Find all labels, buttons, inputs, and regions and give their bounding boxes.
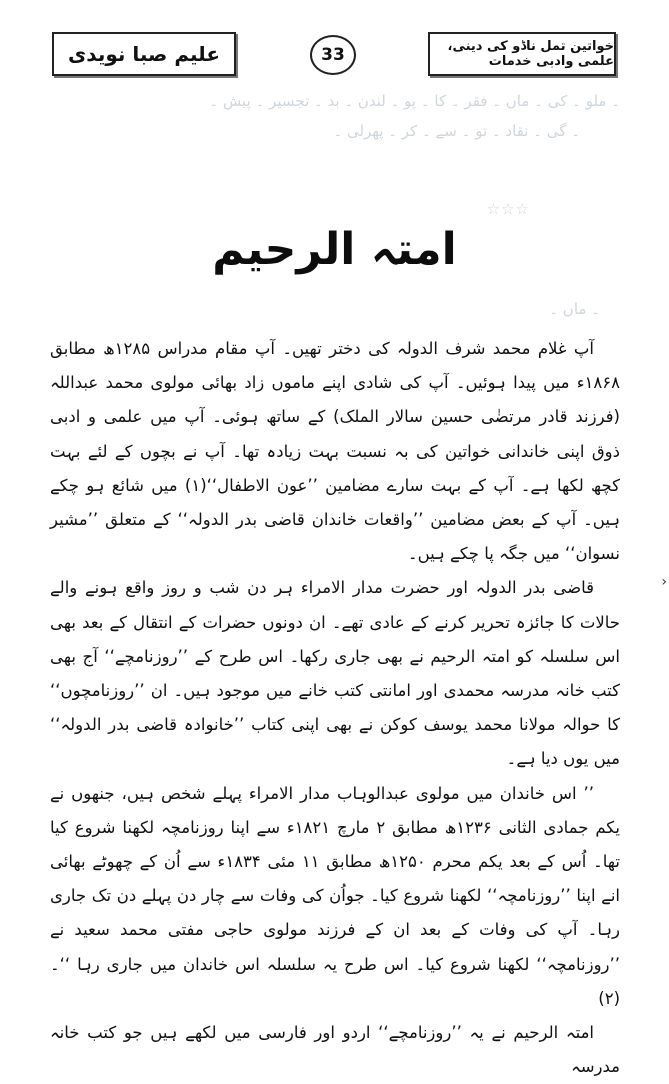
body-text [50,332,620,1084]
author-name-box: عليم صبا نويدى [52,32,236,76]
bleed-through-text: ۔ ملو ۔ کی ۔ ماں ۔ فقر ۔ کا ۔ پو ۔ لندن ۔ بد ۔ تجسیر ۔ پیش ۔ [209,92,620,110]
quote-paragraph: ’’ اس خاندان میں مولوی عبدالوہاب مدار الامراء پہلے شخص ہیں، جنھوں نے یکم جمادی الثانی ۱۲۳۶ھ مطابق ۲ مارچ ۱۸۲۱ء سے اپنا روزنامچہ لکھنا شروع کیا تھا۔ اُس کے بعد یکم محرم ۱۲۵۰ھ مطابق ۱۱ مئی ۱۸۳۴ء سے اُن کے چھوٹے بھائی انے اپنا ’’روزنامچہ‘‘ لکھنا شروع کیا۔ جواُن کی وفات سے چار دن پہلے دن تک جاری رہا۔ آپ کی وفات کے بعد ان کے فرزند مولوی حاجی مفتی محمد سعید نے ’’روزنامچہ‘‘ لکھنا شروع کیا۔ اس طرح یہ سلسلہ اس خاندان میں جاری رہا ‘‘۔ (۲) [50,783,621,1008]
chapter-title: امتہ الرحیم [212,224,457,275]
page-number-badge: 33 [310,35,356,75]
edge-mark: › [661,574,667,590]
paragraph: قاضی بدر الدولہ اور حضرت مدار الامراء ہر دن شب و روز واقع ہونے والے حالات کا جائزہ تحریر کرنے کے عادی تھے۔ ان دونوں حضرات کے انتقال کے بعد بھی اس سلسلہ کو امتہ الرحیم نے بھی جاری رکھا۔ اس طرح کے ’’روزنامچے‘‘ آج بھی کتب خانہ مدرسہ محمدی اور امانتی کتب خانے میں موجود ہیں۔ ان ’’روزنامچوں‘‘ کا حوالہ مولانا محمد یوسف کوکن نے بھی اپنی کتاب ’’خانوادہ قاضی بدر الدولہ‘‘ میں یوں دیا ہے۔ [50,578,620,769]
paragraph: آپ غلام محمد شرف الدولہ کی دختر تھیں۔ آپ مقام مدراس ۱۲۸۵ھ مطابق ۱۸۶۸ء میں پیدا ہوئیں۔ آپ کی شادی اپنے ماموں زاد بھائی مولوی محمد عبداللہ (فرزند قادر مرتضٰی حسین سالار الملک) کے ساتھ ہوئی۔ آپ میں علمی و ادبی ذوق اپنی خاندانی خواتین کی بہ نسبت بہت زیادہ تھا۔ آپ نے بچوں کے لئے بہت کچھ لکھا ہے۔ آپ کے بہت سارے مضامین ’’عون الاطفال‘‘(۱) میں شائع ہو چکے ہیں۔ آپ کے بعض مضامین ’’واقعات خاندان قاضی بدر الدولہ‘‘ کے متعلق ’’مشیر نسوان‘‘ میں جگہ پا چکے ہیں۔ [50,339,620,564]
bleed-through-stars: ☆☆☆ [486,200,530,218]
book-title-box: خواتین تمل ناڈو کی دینی، علمی وادبی خدمات [428,32,616,76]
paragraph: امتہ الرحیم نے یہ ’’روزنامچے‘‘ اردو اور فارسی میں لکھے ہیں جو کتب خانہ مدرسہ [50,1023,620,1077]
bleed-through-text: ۔ گی ۔ نقاد ۔ تو ۔ سے ۔ کر ۔ پھرلی ۔ [333,122,580,140]
bleed-through-text: ۔ ماں ۔ [549,300,600,318]
